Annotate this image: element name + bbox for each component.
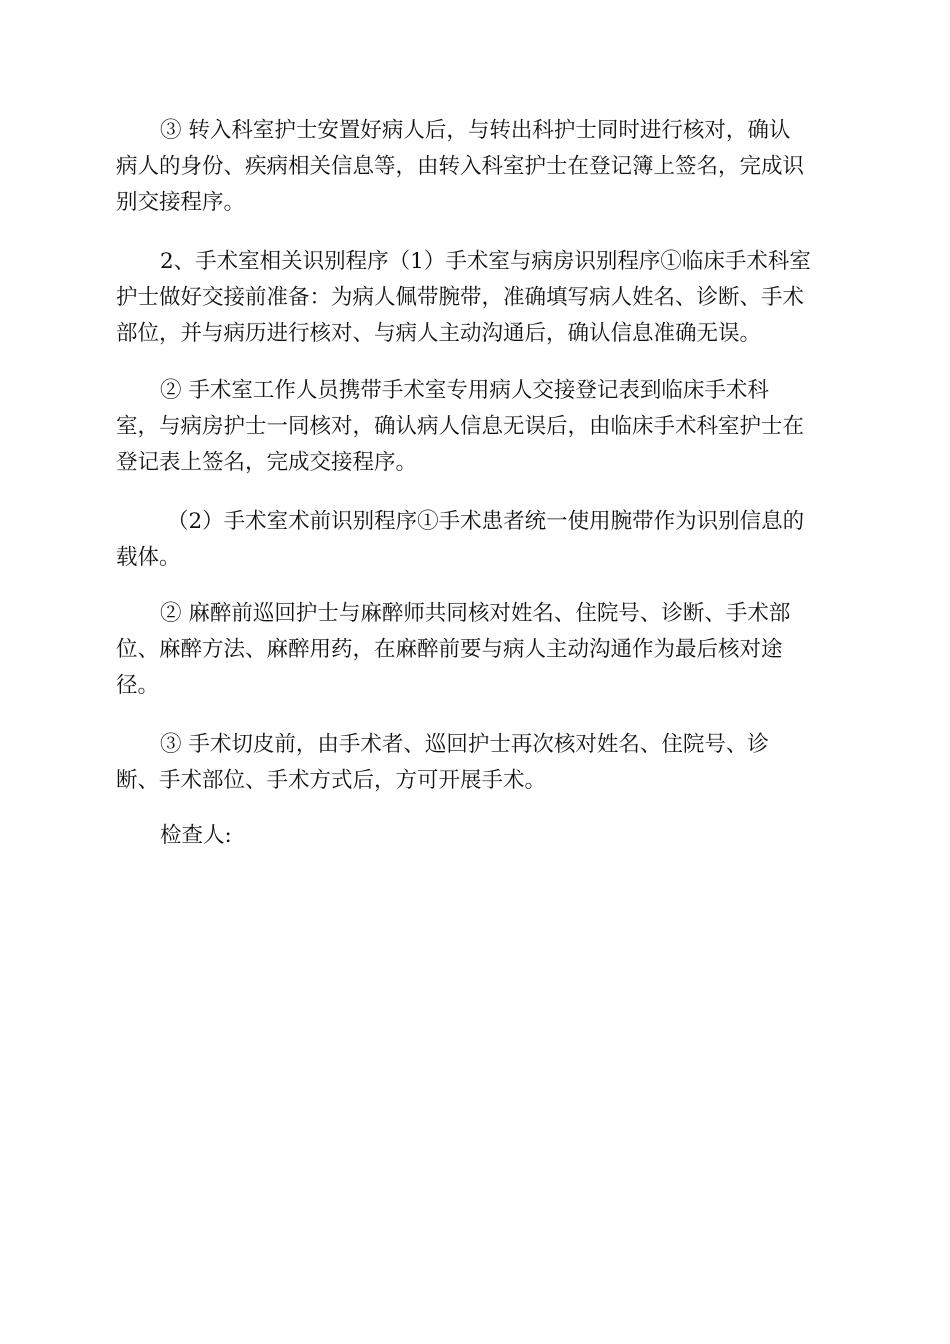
paragraph-line: 部位，并与病历进行核对、与病人主动沟通后，确认信息准确无误。 [116,321,762,346]
paragraph-line: ② 手术室工作人员携带手术室专用病人交接登记表到临床手术科 [160,378,769,403]
paragraph-line: 断、手术部位、手术方式后，方可开展手术。 [116,768,547,793]
paragraph-transfer-check [116,113,836,221]
paragraph-line: 病人的身份、疾病相关信息等，由转入科室护士在登记簿上签名，完成识 [116,154,805,179]
paragraph-incision-check [116,727,836,799]
paragraph-line: 2、手术室相关识别程序（1）手术室与病房识别程序①临床手术科室 [160,249,811,274]
paragraph-or-staff-handover [116,373,836,481]
paragraph-preop-identification [116,504,836,576]
paragraph-line: 径。 [116,673,160,698]
paragraph-line: ② 麻醉前巡回护士与麻醉师共同核对姓名、住院号、诊断、手术部 [160,601,791,626]
paragraph-line: ③ 转入科室护士安置好病人后，与转出科护士同时进行核对，确认 [160,118,791,143]
paragraph-anesthesia-check [116,596,836,704]
paragraph-surgery-identification [116,244,836,352]
paragraph-line: ③ 手术切皮前，由手术者、巡回护士再次核对姓名、住院号、诊 [160,732,769,757]
paragraph-line: 室，与病房护士一同核对，确认病人信息无误后，由临床手术科室护士在 [116,414,805,439]
inspector-signature-line [116,818,836,854]
inspector-label: 检查人: [160,823,232,848]
paragraph-line: 位、麻醉方法、麻醉用药，在麻醉前要与病人主动沟通作为最后核对途 [116,637,783,662]
paragraph-line: 载体。 [116,545,181,570]
paragraph-line: 护士做好交接前准备：为病人佩带腕带，准确填写病人姓名、诊断、手术 [116,285,805,310]
paragraph-line: 别交接程序。 [116,190,246,215]
paragraph-line: （2）手术室术前识别程序①手术患者统一使用腕带作为识别信息的 [167,509,805,534]
paragraph-line: 登记表上签名，完成交接程序。 [116,450,418,475]
